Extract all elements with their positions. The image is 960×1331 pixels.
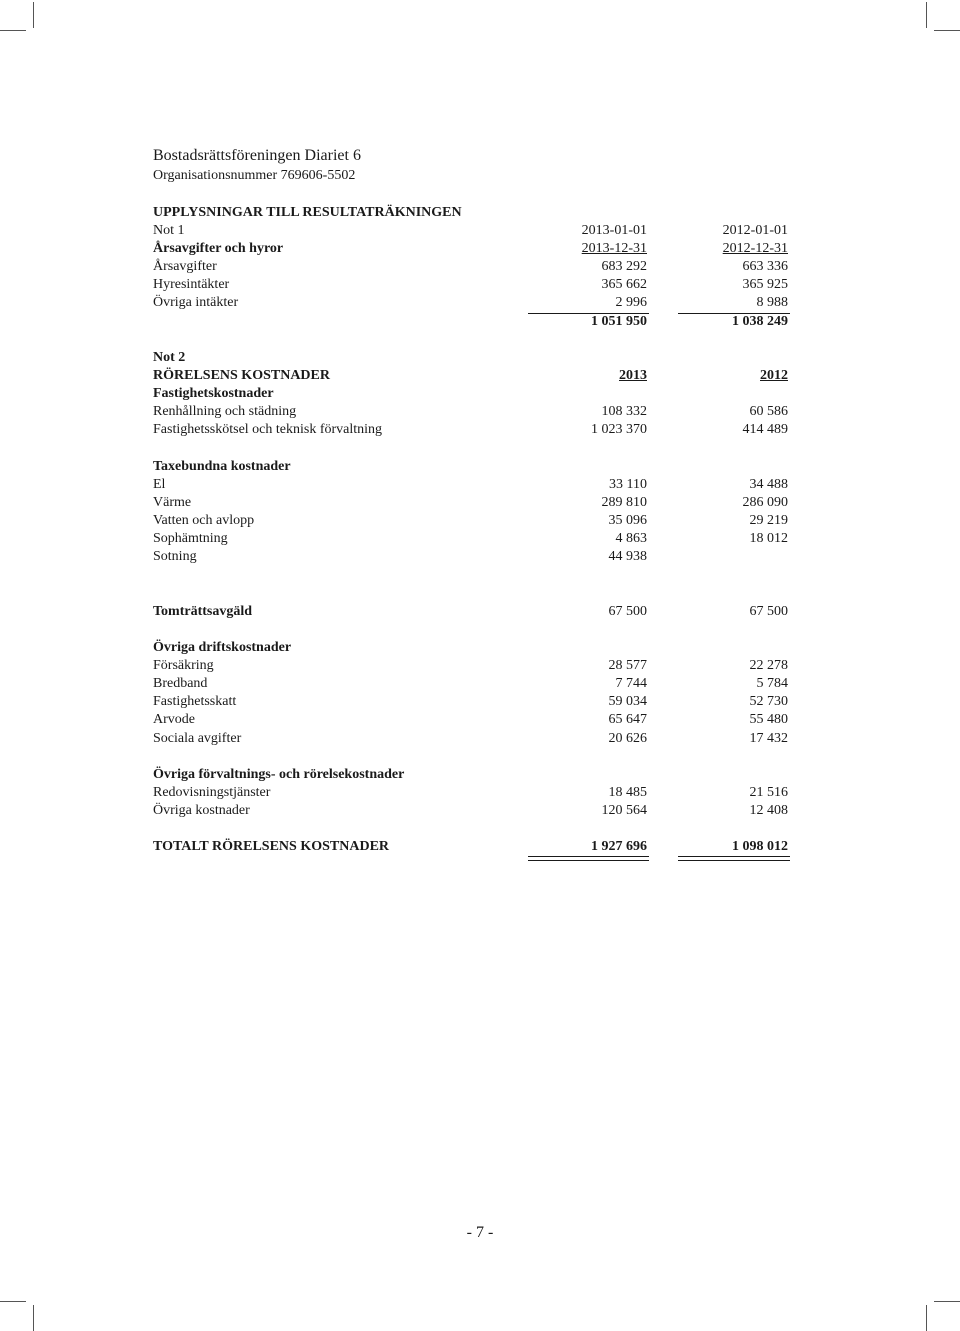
crop-mark xyxy=(33,2,34,28)
value-2012: 52 730 xyxy=(749,694,788,709)
table-row xyxy=(153,784,790,802)
organization-number: Organisationsnummer 769606-5502 xyxy=(153,168,356,183)
value-2013: 365 662 xyxy=(601,277,647,292)
row-label: Vatten och avlopp xyxy=(153,513,255,528)
table-row xyxy=(153,494,790,512)
table-row xyxy=(153,403,790,421)
value-2013: 44 938 xyxy=(608,549,647,564)
crop-mark xyxy=(0,30,26,31)
organization-name: Bostadsrättsföreningen Diariet 6 xyxy=(153,147,361,164)
row-label: Arvode xyxy=(153,712,195,727)
value-2013: 120 564 xyxy=(601,803,647,818)
value-2013: 67 500 xyxy=(608,604,647,619)
note1-total-row xyxy=(153,313,790,331)
value-2013: 65 647 xyxy=(608,712,647,727)
note1-heading-row xyxy=(153,240,790,258)
value-2013: 289 810 xyxy=(601,495,647,510)
row-label: Renhållning och städning xyxy=(153,404,297,419)
row-label: Årsavgifter xyxy=(153,259,217,274)
table-row xyxy=(153,421,790,439)
year-2013: 2013 xyxy=(619,368,647,383)
group-title: Övriga driftskostnader xyxy=(153,640,292,655)
value-2012: 8 988 xyxy=(756,295,788,310)
value-2012: 67 500 xyxy=(749,604,788,619)
value-2012: 18 012 xyxy=(749,531,788,546)
group-title: Övriga förvaltnings- och rörelsekostnader xyxy=(153,767,405,782)
value-2012: 365 925 xyxy=(742,277,788,292)
value-2013: 2 996 xyxy=(615,295,647,310)
section-title-row xyxy=(153,204,790,222)
value-2012: 12 408 xyxy=(749,803,788,818)
group-title: Taxebundna kostnader xyxy=(153,459,291,474)
group-title-row xyxy=(153,458,790,476)
value-2012: 414 489 xyxy=(742,422,788,437)
group-title-row xyxy=(153,766,790,784)
group-title: Fastighetskostnader xyxy=(153,386,274,401)
grand-total-2013: 1 927 696 xyxy=(591,839,647,854)
grand-total-2012: 1 098 012 xyxy=(732,839,788,854)
row-label: Hyresintäkter xyxy=(153,277,230,292)
crop-mark xyxy=(934,30,960,31)
table-row xyxy=(153,512,790,530)
crop-mark xyxy=(926,2,927,28)
row-label: Sociala avgifter xyxy=(153,731,242,746)
note2-label: Not 2 xyxy=(153,350,186,365)
group-title-row xyxy=(153,385,790,403)
value-2012: 17 432 xyxy=(749,731,788,746)
group-title: Tomträttsavgäld xyxy=(153,604,253,619)
table-row xyxy=(153,530,790,548)
row-label: Värme xyxy=(153,495,192,510)
note2-heading-row xyxy=(153,367,790,385)
double-underline xyxy=(678,856,790,861)
grand-total-label: TOTALT RÖRELSENS KOSTNADER xyxy=(153,839,390,854)
double-underline xyxy=(528,856,649,861)
period-start-2012: 2012-01-01 xyxy=(722,223,788,238)
row-label: Bredband xyxy=(153,676,208,691)
value-2012: 55 480 xyxy=(749,712,788,727)
group-title-row xyxy=(153,639,790,657)
value-2013: 7 744 xyxy=(615,676,647,691)
value-2012: 60 586 xyxy=(749,404,788,419)
period-start-2013: 2013-01-01 xyxy=(581,223,647,238)
crop-mark xyxy=(0,1301,26,1302)
row-label: Övriga kostnader xyxy=(153,803,250,818)
note1-period-start-row xyxy=(153,222,790,240)
crop-mark xyxy=(33,1305,34,1331)
table-row xyxy=(153,276,790,294)
crop-mark xyxy=(926,1305,927,1331)
period-end-2012: 2012-12-31 xyxy=(722,241,788,256)
value-2012: 21 516 xyxy=(749,785,788,800)
group-title-row xyxy=(153,603,790,621)
note2-heading: RÖRELSENS KOSTNADER xyxy=(153,368,330,383)
grand-total-row xyxy=(153,838,790,856)
value-2012: 29 219 xyxy=(749,513,788,528)
page-number: - 7 - xyxy=(466,1224,494,1241)
table-row xyxy=(153,294,790,312)
crop-mark xyxy=(934,1301,960,1302)
row-label: Försäkring xyxy=(153,658,214,673)
note1-heading: Årsavgifter och hyror xyxy=(153,241,284,256)
value-2013: 28 577 xyxy=(608,658,647,673)
row-label: Sotning xyxy=(153,549,197,564)
row-label: Redovisningstjänster xyxy=(153,785,271,800)
row-label: Övriga intäkter xyxy=(153,295,239,310)
value-2013: 108 332 xyxy=(601,404,647,419)
value-2012: 5 784 xyxy=(756,676,788,691)
table-row xyxy=(153,711,790,729)
value-2013: 18 485 xyxy=(608,785,647,800)
table-row xyxy=(153,657,790,675)
note1-label: Not 1 xyxy=(153,223,185,238)
row-label: Fastighetsskötsel och teknisk förvaltning xyxy=(153,422,383,437)
value-2013: 20 626 xyxy=(608,731,647,746)
table-row xyxy=(153,693,790,711)
note1-total-2013: 1 051 950 xyxy=(591,314,647,329)
value-2012: 663 336 xyxy=(742,259,788,274)
value-2012: 286 090 xyxy=(742,495,788,510)
table-row xyxy=(153,258,790,276)
table-row xyxy=(153,476,790,494)
note2-label-row xyxy=(153,349,790,367)
table-row xyxy=(153,730,790,748)
value-2013: 59 034 xyxy=(608,694,647,709)
section-title: UPPLYSNINGAR TILL RESULTATRÄKNINGEN xyxy=(153,205,462,220)
value-2013: 1 023 370 xyxy=(591,422,647,437)
value-2012: 34 488 xyxy=(749,477,788,492)
row-label: Sophämtning xyxy=(153,531,228,546)
table-row xyxy=(153,675,790,693)
value-2013: 33 110 xyxy=(609,477,647,492)
period-end-2013: 2013-12-31 xyxy=(581,241,647,256)
value-2013: 4 863 xyxy=(615,531,647,546)
note1-total-2012: 1 038 249 xyxy=(732,314,788,329)
table-row xyxy=(153,548,790,566)
row-label: El xyxy=(153,477,166,492)
year-2012: 2012 xyxy=(760,368,788,383)
value-2013: 683 292 xyxy=(601,259,647,274)
row-label: Fastighetsskatt xyxy=(153,694,237,709)
value-2012: 22 278 xyxy=(749,658,788,673)
value-2013: 35 096 xyxy=(608,513,647,528)
table-row xyxy=(153,802,790,820)
